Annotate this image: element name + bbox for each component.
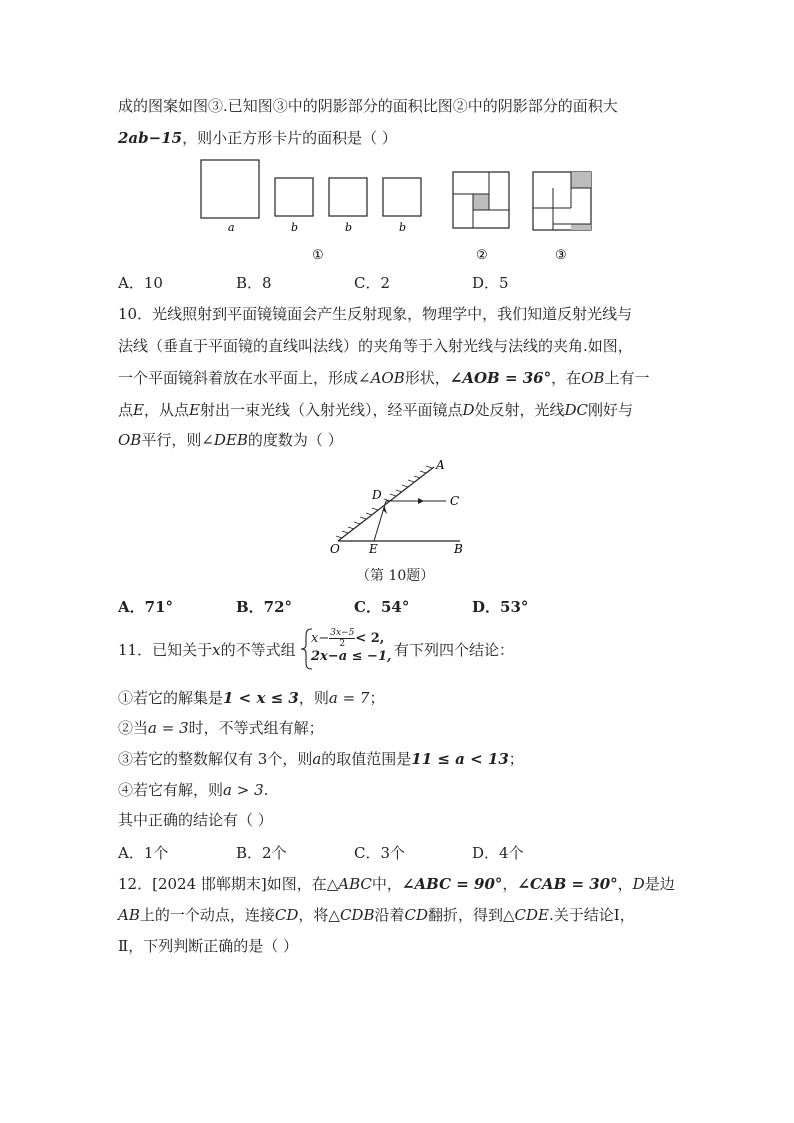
pt-o: O [330, 542, 340, 556]
square-b2 [329, 178, 367, 216]
q12-l2-j: .关于结论Ⅰ， [549, 906, 635, 924]
q9-text-line2 [118, 128, 397, 148]
q10-option-c[interactable]: C．54° [354, 598, 410, 616]
q10-caption [356, 566, 434, 586]
label-fig1: ① [312, 248, 324, 263]
q10-line3-c: 形状， [404, 369, 450, 387]
q12-l1-a: 12．[2024 邯郸期末]如图，在 [118, 875, 327, 893]
q12-l3: Ⅱ，下列判断正确的是（ ） [118, 937, 298, 955]
pt-b: B [454, 542, 463, 556]
q11-fraction [329, 628, 355, 649]
q11-conclusion-1 [118, 688, 384, 708]
q11-c3-a: ③若它的整数解仅有 3个，则 [118, 750, 313, 768]
q10-line3-a: 一个平面镜斜着放在水平面上，形成 [118, 369, 359, 387]
q10-line4-e: 射出一束光线（入射光线），经平面镜点 [199, 401, 463, 419]
q12-line3 [118, 936, 298, 956]
q11-c3-e: ； [508, 750, 524, 768]
q10-line5-a: OB [118, 431, 142, 449]
q10-line2-text: 法线（垂直于平面镜的直线叫法线）的夹角等于入射光线与法线的夹角.如图， [118, 337, 633, 355]
q11-intro-c: 的不等式组 [220, 641, 296, 659]
q12-l1-g: ， [617, 875, 633, 893]
q10-option-a[interactable]: A．71° [118, 598, 174, 616]
q10-line4-b: E [133, 401, 144, 419]
square-b3 [383, 178, 421, 216]
q12-line1 [118, 874, 675, 894]
q10-line4-d: E [188, 401, 200, 419]
q9-option-b[interactable]: B．8 [236, 274, 272, 292]
q10-line3-b: ∠AOB [358, 369, 405, 387]
q11-sys-line1 [311, 628, 392, 649]
q10-line3-d: ∠AOB = 36° [449, 369, 552, 387]
q9-figure [195, 156, 605, 266]
q11-c3-c: 的取值范围是 [321, 750, 412, 768]
q11-c4-b: a > 3 [223, 781, 264, 799]
q12-line2 [118, 905, 635, 925]
pt-e: E [369, 542, 378, 556]
q11-intro-a: 11．已知关于 [118, 641, 213, 659]
q11-sys1-rest: < 2, [355, 631, 385, 646]
q11-c1-a: ①若它的解集是 [118, 689, 224, 707]
q11-conclusion-3 [118, 749, 524, 769]
q10-line3-e: ，在 [551, 369, 582, 387]
incident-arrow [383, 506, 387, 514]
q10-line1-text: 10．光线照射到平面镜镜面会产生反射现象，物理学中，我们知道反射光线与 [118, 305, 633, 323]
q10-line4-c: ，从点 [143, 401, 189, 419]
label-b3: b [399, 221, 407, 234]
q10-line5-b: 平行，则 [141, 431, 202, 449]
pt-d: D [372, 488, 382, 502]
q10-line4-h: DC [564, 401, 589, 419]
q10-line4-f: D [462, 401, 475, 419]
q9-option-a[interactable]: A．10 [118, 274, 163, 292]
q9-line1: 成的图案如图③.已知图③中的阴影部分的面积比图②中的阴影部分的面积大 [118, 97, 618, 115]
q9-expression: 2ab−15 [118, 129, 183, 147]
q11-option-c[interactable]: C．3个 [354, 844, 406, 862]
q9-text-line1 [118, 96, 618, 116]
q11-c1-e: ； [369, 689, 385, 707]
q12-l2-c: CD [274, 906, 299, 924]
q11-option-a[interactable]: A．1个 [118, 844, 169, 862]
q12-l2-h: 翻折，得到 [428, 906, 504, 924]
q11-c1-d: a = 7 [328, 689, 370, 707]
pt-c: C [450, 494, 460, 508]
q9-option-d[interactable]: D．5 [472, 274, 509, 292]
q10-line5 [118, 430, 343, 450]
q12-l2-a: AB [118, 906, 140, 924]
q11-frac-num: 3x−5 [330, 628, 355, 638]
figure-2 [453, 172, 509, 228]
q11-c3-d: 11 ≤ a < 13 [411, 750, 509, 768]
q11-c2-a: ②当 [118, 719, 149, 737]
q11-question-text: 其中正确的结论有（ ） [118, 811, 273, 829]
q10-line4-a: 点 [118, 401, 134, 419]
q10-line4-g: 处反射，光线 [474, 401, 565, 419]
q11-sys-line2 [311, 647, 392, 667]
pt-a: A [436, 458, 445, 472]
q10-line5-c: ∠DEB [201, 431, 248, 449]
label-b2: b [345, 221, 353, 234]
q10-line3 [118, 368, 649, 388]
q12-l2-b: 上的一个动点，连接 [139, 906, 275, 924]
q10-line4-i: 刚好与 [588, 401, 634, 419]
q12-l1-d: ∠ABC = 90° [401, 875, 503, 893]
q12-l1-c: 中， [371, 875, 402, 893]
q10-figure [322, 455, 472, 557]
q11-c3-b: a [312, 750, 322, 768]
q9-line2-rest: ，则小正方形卡片的面积是（ ） [182, 129, 397, 147]
q11-intro-end [394, 640, 514, 660]
q12-l1-f: ∠CAB = 30° [517, 875, 618, 893]
figure-3 [533, 172, 591, 230]
q11-intro-b: x [212, 641, 221, 659]
q11-c2-b: a = 3 [148, 719, 189, 737]
q11-intro-d: 有下列四个结论： [394, 641, 515, 659]
q11-c1-c: ，则 [298, 689, 329, 707]
q12-l2-g: CD [404, 906, 428, 924]
q10-line3-g: 上有一 [604, 369, 650, 387]
q12-l2-i: △CDE [503, 906, 550, 924]
q11-c4-c: . [263, 781, 269, 799]
reflected-arrow [418, 498, 424, 504]
mirror-hatching [336, 466, 432, 538]
q10-line5-d: 的度数为（ ） [247, 431, 343, 449]
label-a: a [228, 221, 235, 234]
q12-l2-e: △CDB [328, 906, 375, 924]
label-fig3: ③ [555, 248, 567, 263]
q11-system [311, 628, 392, 667]
q11-sys2: 2x−a ≤ −1, [311, 649, 392, 664]
q9-option-c[interactable]: C．2 [354, 274, 391, 292]
q10-option-d[interactable]: D．53° [472, 598, 529, 616]
q10-line1 [118, 304, 632, 324]
q12-l1-h: D [632, 875, 645, 893]
q12-l1-b: △ABC [326, 875, 372, 893]
q12-l2-f: 沿着 [374, 906, 405, 924]
q11-c1-b: 1 < x ≤ 3 [223, 689, 299, 707]
q12-l1-e: ， [502, 875, 518, 893]
q10-line3-f: OB [581, 369, 605, 387]
q10-line2 [118, 336, 633, 356]
q11-intro [118, 640, 296, 660]
square-b1 [275, 178, 313, 216]
q11-c4-a: ④若它有解，则 [118, 781, 224, 799]
q11-conclusion-4 [118, 780, 268, 800]
q10-caption-text: （第 10题） [356, 568, 435, 584]
q11-c2-c: 时，不等式组有解； [188, 719, 324, 737]
q11-sys1-x: x− [311, 631, 330, 646]
q12-l1-i: 是边 [644, 875, 675, 893]
q11-option-d[interactable]: D．4个 [472, 844, 524, 862]
label-b1: b [291, 221, 299, 234]
q11-conclusion-2 [118, 718, 324, 738]
q11-option-b[interactable]: B．2个 [236, 844, 287, 862]
label-fig2: ② [476, 248, 488, 263]
square-a [201, 160, 259, 218]
q12-l2-d: ，将 [298, 906, 329, 924]
q10-option-b[interactable]: B．72° [236, 598, 293, 616]
q11-question [118, 810, 273, 830]
q11-frac-den: 2 [339, 639, 346, 649]
q10-line4 [118, 400, 633, 420]
